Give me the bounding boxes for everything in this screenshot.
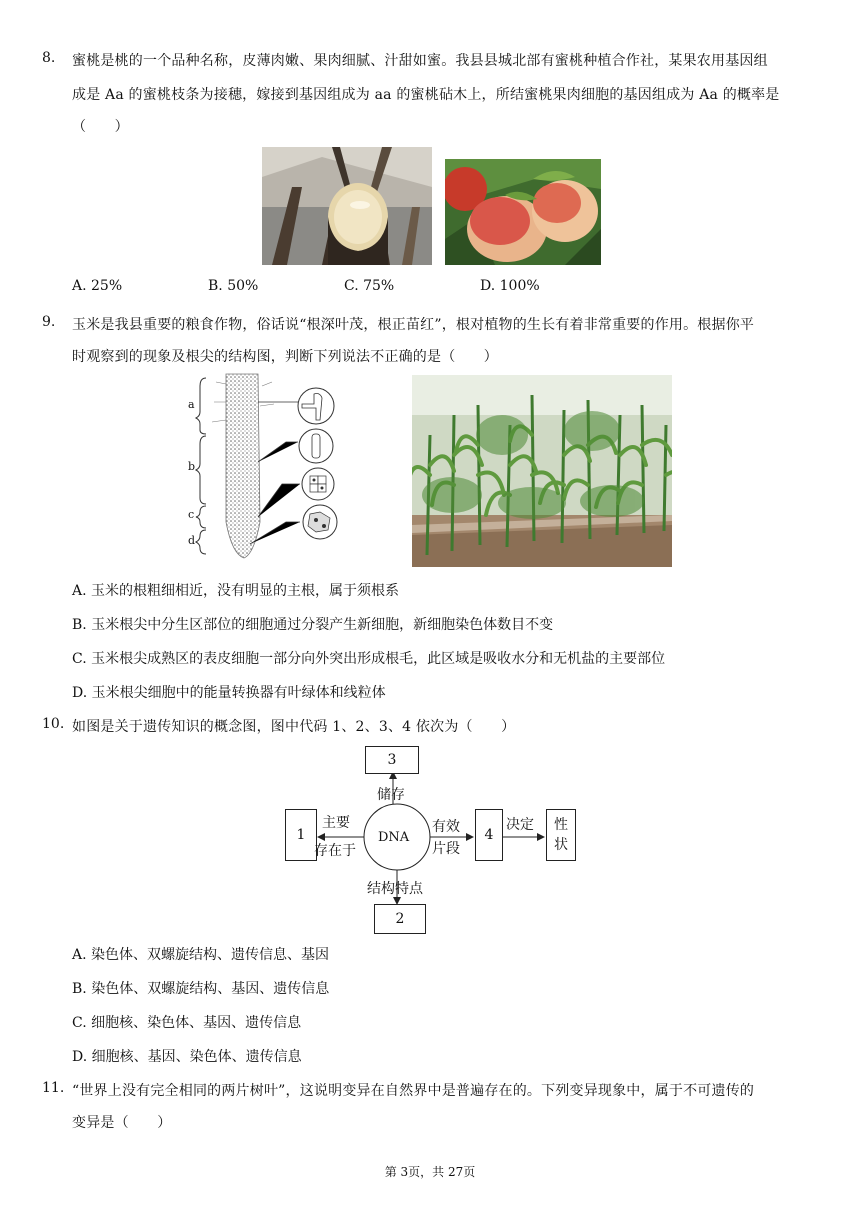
concept-box-1: 1: [285, 809, 317, 861]
page-footer: 第 3页，共 27页: [384, 1165, 476, 1179]
q9-option-c[interactable]: C. 玉米根尖成熟区的表皮细胞一部分向外突出形成根毛，此区域是吸收水分和无机盐的主要部位: [72, 651, 666, 667]
q8-option-b[interactable]: B. 50%: [208, 278, 259, 294]
concept-box-4: 4: [475, 809, 503, 861]
concept-center-dna: DNA: [378, 830, 410, 845]
q9-stem-line1: 玉米是我县重要的粮食作物，俗话说“根深叶茂，根正苗红”，根对植物的生长有着非常重要的作用。根据你平: [72, 317, 755, 333]
q8-option-a[interactable]: A. 25%: [72, 278, 123, 294]
q10-option-b[interactable]: B. 染色体、双螺旋结构、基因、遗传信息: [72, 981, 330, 997]
root-tip-diagram: [186, 372, 346, 564]
q9-option-a[interactable]: A. 玉米的根粗细相近，没有明显的主根，属于须根系: [72, 583, 400, 599]
q11-stem-line1: “世界上没有完全相同的两片树叶”，这说明变异在自然界中是普遍存在的。下列变异现象中，属于不可遗传的: [72, 1083, 755, 1099]
q10-option-d[interactable]: D. 细胞核、基因、染色体、遗传信息: [72, 1049, 302, 1065]
label-decide: 决定: [506, 817, 534, 833]
concept-box-trait: [546, 809, 576, 861]
q9-option-d[interactable]: D. 玉米根尖细胞中的能量转换器有叶绿体和线粒体: [72, 685, 386, 701]
q8-stem-line1: 蜜桃是桃的一个品种名称，皮薄肉嫩、果肉细腻、汁甜如蜜。我县县城北部有蜜桃种植合作社，某果农用基因组: [72, 53, 768, 69]
q11-number: 11.: [42, 1080, 65, 1096]
q8-stem-line2: 成是 Aa 的蜜桃枝条为接穗，嫁接到基因组成为 aa 的蜜桃砧木上，所结蜜桃果肉细胞的基因组成为 Aa 的概率是: [72, 87, 780, 103]
dna-concept-map: [280, 742, 580, 938]
root-label-b: b: [188, 460, 196, 473]
label-effective-2: 片段: [432, 841, 460, 857]
concept-box-2: 2: [374, 904, 426, 934]
concept-box-3: 3: [365, 746, 419, 774]
q8-stem-line3: （ ）: [72, 119, 129, 135]
peaches-photo: [445, 159, 601, 265]
q10-stem: 如图是关于遗传知识的概念图，图中代码 1、2、3、4 依次为（ ）: [72, 719, 516, 735]
q10-option-c[interactable]: C. 细胞核、染色体、基因、遗传信息: [72, 1015, 302, 1031]
corn-field-photo: [412, 375, 672, 567]
grafting-photo: [262, 147, 432, 265]
q9-number: 9.: [42, 314, 56, 330]
q10-number: 10.: [42, 716, 65, 732]
trait-char-1: 性: [554, 817, 568, 833]
root-label-a: a: [188, 398, 195, 411]
q8-number: 8.: [42, 50, 56, 66]
q8-option-c[interactable]: C. 75%: [344, 278, 395, 294]
label-store: 储存: [377, 787, 405, 803]
trait-char-2: 状: [554, 837, 568, 853]
root-label-d: d: [188, 534, 196, 547]
q8-option-d[interactable]: D. 100%: [480, 278, 540, 294]
q10-option-a[interactable]: A. 染色体、双螺旋结构、遗传信息、基因: [72, 947, 330, 963]
label-effective-1: 有效: [432, 819, 460, 835]
label-structure: 结构特点: [367, 881, 423, 897]
q11-stem-line2: 变异是（ ）: [72, 1115, 172, 1131]
q9-stem-line2: 时观察到的现象及根尖的结构图，判断下列说法不正确的是（ ）: [72, 349, 498, 365]
root-label-c: c: [188, 508, 195, 521]
q9-option-b[interactable]: B. 玉米根尖中分生区部位的细胞通过分裂产生新细胞，新细胞染色体数目不变: [72, 617, 554, 633]
label-main-1: 主要: [322, 815, 350, 831]
label-main-2: 存在于: [314, 843, 356, 859]
